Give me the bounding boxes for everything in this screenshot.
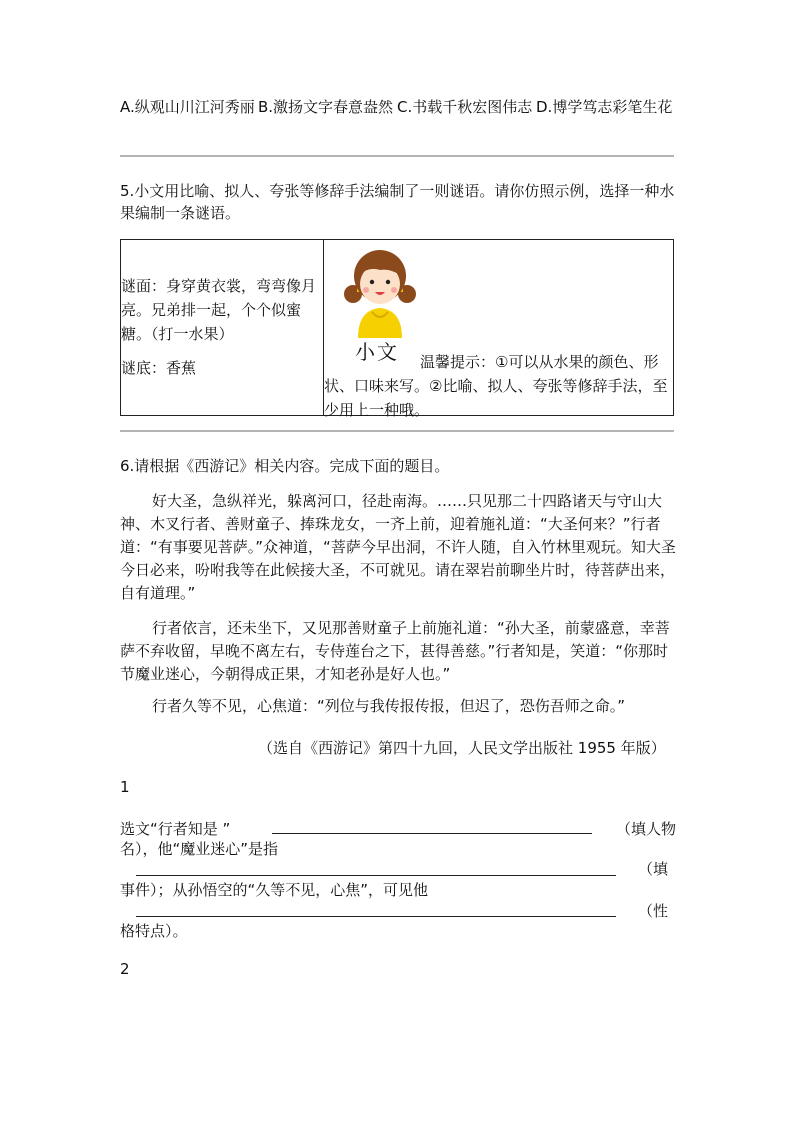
divider [120,155,674,157]
subquestion-1-number: 1 [120,778,130,796]
fill-line-2-start: 名），他“魔业迷心”是指 [120,840,279,858]
girl-cartoon-icon [344,246,416,338]
hint-text [324,350,672,422]
fill-line-3-end: （性 [638,902,669,920]
passage-paragraph: 行者久等不见，心焦道：“列位与我传报传报，但迟了，恐伤吾师之命。” [152,697,626,715]
riddle-example-cell [121,240,324,416]
fill-line-3-start: 事件）；从孙悟空的“久等不见，心焦”，可见他 [120,881,429,899]
answer-options [120,97,680,141]
option-c[interactable]: C.书载千秋宏图伟志 [397,98,533,116]
question-5-prompt: 5.小文用比喻、拟人、夸张等修辞手法编制了一则谜语。请你仿照示例，选择一种水果编制一条谜语。 [120,182,675,222]
fill-line-4-start: 格特点）。 [120,922,188,940]
blank-personality[interactable] [136,916,616,917]
blank-character-name[interactable] [272,833,592,834]
passage-source: （选自《西游记》第四十九回，人民文学出版社 1955 年版） [258,739,666,757]
option-d[interactable]: D.博学笃志彩笔生花 [536,98,673,116]
passage-paragraph: 行者依言，还未坐下，又见那善财童子上前施礼道：“孙大圣，前蒙盛意，幸菩萨不弃收留，早晚不离左右，专侍莲台之下，甚得善慈。”行者知是，笑道：“你那时节魔业迷心，今朝得成正果，才知老孙是好人也。” [120,619,670,683]
character-name-label: 小文 [355,340,399,364]
fill-line-1-start: 选文“行者知是 ” [120,820,231,838]
riddle-face-text: 谜面：身穿黄衣裳，弯弯像月亮。兄弟排一起，个个似蜜糖。（打一水果） [121,277,317,343]
hint-content: 温馨提示：①可以从水果的颜色、形状、口味来写。②比喻、拟人、夸张等修辞手法，至少用上一种哦。 [324,353,668,419]
fill-line-1-end: （填人物 [616,820,677,838]
fill-line-2-end: （填 [638,860,669,878]
divider [120,430,674,432]
blank-event[interactable] [136,875,616,876]
passage-paragraph: 好大圣，急纵祥光，躲离河口，径赴南海。……只见那二十四路诸天与守山大神、木叉行者、善财童子、捧珠龙女，一齐上前，迎着施礼道：“大圣何来？”行者道：“有事要见菩萨。”众神道，“菩萨今早出洞，不许人随，自入竹林里观玩。知大圣今日必来，吩咐我等在此候接大圣，不可就见。请在翠岩前聊坐片时，待菩萨出来，自有道理。” [120,492,676,602]
subquestion-1-fill-in [120,818,680,938]
question-6-prompt: 6.请根据《西游记》相关内容。完成下面的题目。 [120,457,450,475]
hint-cell [324,240,674,419]
option-a[interactable]: A.纵观山川江河秀丽 [120,98,255,116]
riddle-answer-text: 谜底：香蕉 [121,359,197,377]
option-b[interactable]: B.激扬文字春意盎然 [258,98,394,116]
subquestion-2-number: 2 [120,960,130,978]
riddle-table [120,239,674,419]
